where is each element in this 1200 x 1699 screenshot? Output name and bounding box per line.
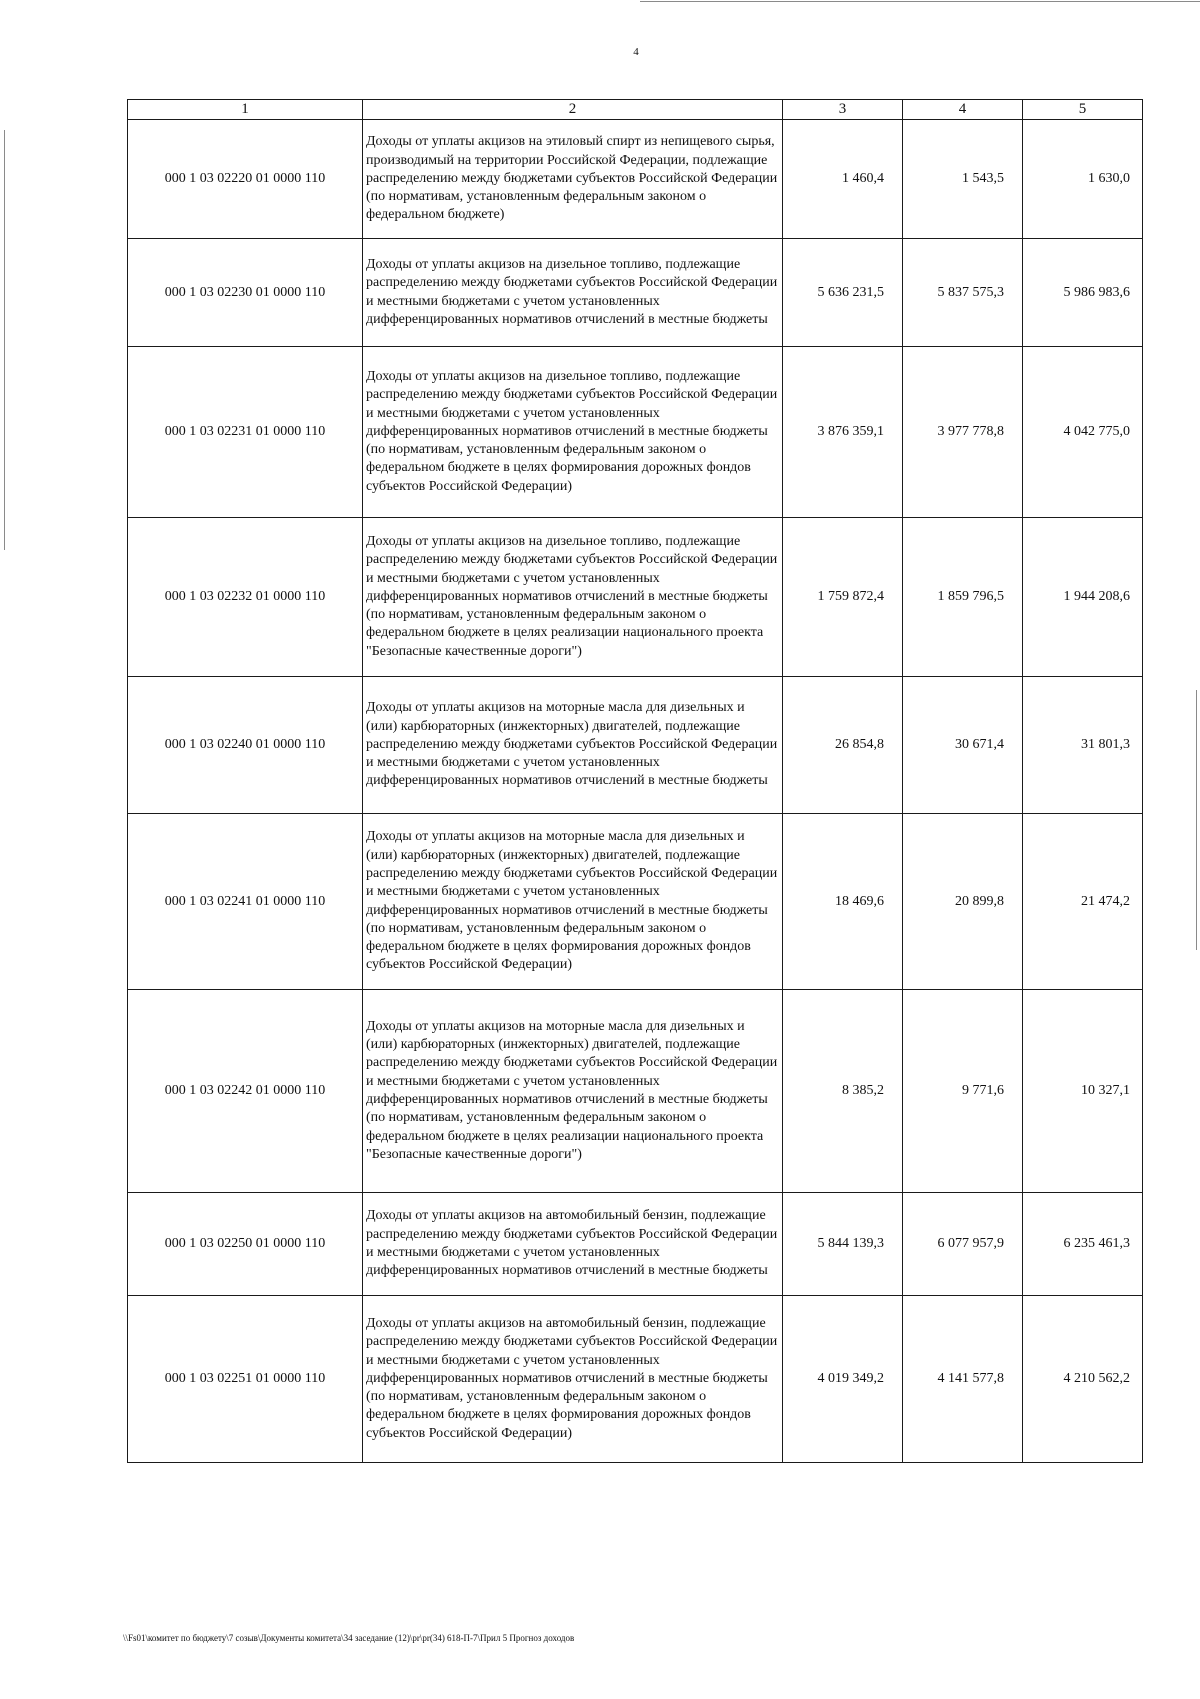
value-col-4: 20 899,8 [903,814,1023,990]
table-row [128,1193,1143,1296]
value-col-4: 6 077 957,9 [903,1193,1023,1296]
value-col-3: 5 636 231,5 [783,239,903,347]
revenue-forecast-table [127,99,1143,1463]
budget-code: 000 1 03 02232 01 0000 110 [128,518,363,677]
value-col-3: 26 854,8 [783,677,903,814]
value-col-4: 1 859 796,5 [903,518,1023,677]
scan-artifact-right-edge [1196,690,1197,950]
budget-code: 000 1 03 02220 01 0000 110 [128,120,363,239]
value-col-3: 8 385,2 [783,990,903,1193]
table-row [128,120,1143,239]
budget-code: 000 1 03 02251 01 0000 110 [128,1296,363,1463]
value-col-5: 4 042 775,0 [1023,347,1143,518]
budget-code: 000 1 03 02240 01 0000 110 [128,677,363,814]
value-col-5: 5 986 983,6 [1023,239,1143,347]
revenue-description: Доходы от уплаты акцизов на дизельное топливо, подлежащие распределению между бюджетами субъектов Российской Федерации и местными бюджетами с учетом установленных дифференцированных нормативов отчислений в местные бюджеты [363,239,783,347]
column-header-3: 3 [783,100,903,120]
revenue-description: Доходы от уплаты акцизов на моторные масла для дизельных и (или) карбюраторных (инжекторных) двигателей, подлежащие распределению между бюджетами субъектов Российской Федерации и местными бюджетами с учетом установленных дифференцированных нормативов отчислений в местные бюджеты (по нормативам, установленным федеральным законом о федеральном бюджете в целях реализации национального проекта "Безопасные качественные дороги") [363,990,783,1193]
value-col-4: 30 671,4 [903,677,1023,814]
value-col-3: 1 759 872,4 [783,518,903,677]
page-number: 4 [633,46,639,58]
scan-artifact-left-edge [4,130,5,550]
file-path-footer: \\Fs01\комитет по бюджету\7 созыв\Документы комитета\34 заседание (12)\pr\pr(34) 618-П-7\Прил 5 Прогноз доходов [123,1633,575,1643]
value-col-5: 4 210 562,2 [1023,1296,1143,1463]
table-row [128,677,1143,814]
column-header-4: 4 [903,100,1023,120]
value-col-3: 3 876 359,1 [783,347,903,518]
value-col-5: 6 235 461,3 [1023,1193,1143,1296]
value-col-5: 1 630,0 [1023,120,1143,239]
value-col-4: 5 837 575,3 [903,239,1023,347]
budget-code: 000 1 03 02230 01 0000 110 [128,239,363,347]
table-row [128,347,1143,518]
value-col-3: 18 469,6 [783,814,903,990]
budget-code: 000 1 03 02241 01 0000 110 [128,814,363,990]
budget-code: 000 1 03 02231 01 0000 110 [128,347,363,518]
value-col-4: 1 543,5 [903,120,1023,239]
value-col-4: 3 977 778,8 [903,347,1023,518]
value-col-4: 4 141 577,8 [903,1296,1023,1463]
scan-artifact-top-line [640,1,1200,2]
budget-code: 000 1 03 02250 01 0000 110 [128,1193,363,1296]
revenue-description: Доходы от уплаты акцизов на этиловый спирт из непищевого сырья, производимый на территории Российской Федерации, подлежащие распределению между бюджетами субъектов Российской Федерации (по нормативам, установленным федеральным законом о федеральном бюджете) [363,120,783,239]
value-col-5: 31 801,3 [1023,677,1143,814]
table-row [128,239,1143,347]
revenue-description: Доходы от уплаты акцизов на автомобильный бензин, подлежащие распределению между бюджетами субъектов Российской Федерации и местными бюджетами с учетом установленных дифференцированных нормативов отчислений в местные бюджеты [363,1193,783,1296]
value-col-5: 10 327,1 [1023,990,1143,1193]
table-row [128,990,1143,1193]
revenue-description: Доходы от уплаты акцизов на моторные масла для дизельных и (или) карбюраторных (инжекторных) двигателей, подлежащие распределению между бюджетами субъектов Российской Федерации и местными бюджетами с учетом установленных дифференцированных нормативов отчислений в местные бюджеты [363,677,783,814]
table-row [128,518,1143,677]
revenue-description: Доходы от уплаты акцизов на дизельное топливо, подлежащие распределению между бюджетами субъектов Российской Федерации и местными бюджетами с учетом установленных дифференцированных нормативов отчислений в местные бюджеты (по нормативам, установленным федеральным законом о федеральном бюджете в целях реализации национального проекта "Безопасные качественные дороги") [363,518,783,677]
value-col-3: 5 844 139,3 [783,1193,903,1296]
value-col-3: 1 460,4 [783,120,903,239]
table-header-row [128,100,1143,120]
budget-code: 000 1 03 02242 01 0000 110 [128,990,363,1193]
value-col-4: 9 771,6 [903,990,1023,1193]
table-row [128,1296,1143,1463]
revenue-description: Доходы от уплаты акцизов на автомобильный бензин, подлежащие распределению между бюджетами субъектов Российской Федерации и местными бюджетами с учетом установленных дифференцированных нормативов отчислений в местные бюджеты (по нормативам, установленным федеральным законом о федеральном бюджете в целях формирования дорожных фондов субъектов Российской Федерации) [363,1296,783,1463]
column-header-2: 2 [363,100,783,120]
value-col-3: 4 019 349,2 [783,1296,903,1463]
value-col-5: 1 944 208,6 [1023,518,1143,677]
revenue-description: Доходы от уплаты акцизов на дизельное топливо, подлежащие распределению между бюджетами субъектов Российской Федерации и местными бюджетами с учетом установленных дифференцированных нормативов отчислений в местные бюджеты (по нормативам, установленным федеральным законом о федеральном бюджете в целях формирования дорожных фондов субъектов Российской Федерации) [363,347,783,518]
value-col-5: 21 474,2 [1023,814,1143,990]
column-header-5: 5 [1023,100,1143,120]
column-header-1: 1 [128,100,363,120]
revenue-description: Доходы от уплаты акцизов на моторные масла для дизельных и (или) карбюраторных (инжекторных) двигателей, подлежащие распределению между бюджетами субъектов Российской Федерации и местными бюджетами с учетом установленных дифференцированных нормативов отчислений в местные бюджеты (по нормативам, установленным федеральным законом о федеральном бюджете в целях формирования дорожных фондов субъектов Российской Федерации) [363,814,783,990]
table-row [128,814,1143,990]
